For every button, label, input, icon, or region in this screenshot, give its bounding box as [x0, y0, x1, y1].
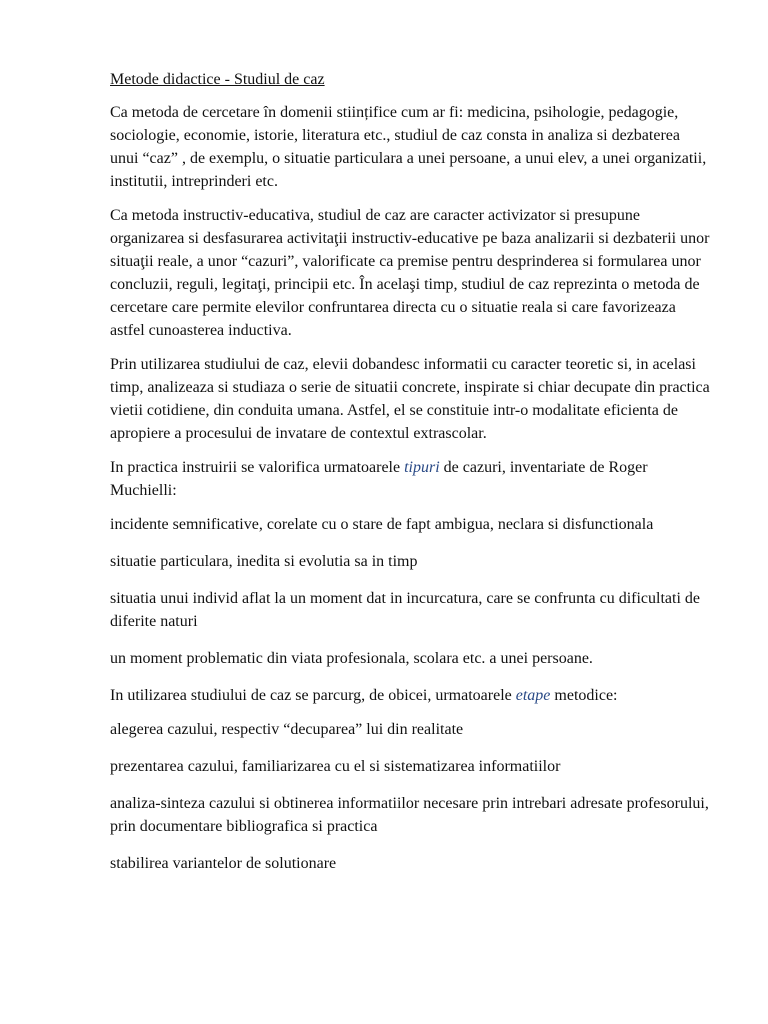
- list-item-case-type: situatie particulara, inedita si evolutia sa in timp: [110, 553, 418, 570]
- paragraph-usage: Prin utilizarea studiului de caz, elevii dobandesc informatii cu caracter teoretic si, in acelasi timp, analizeaza si studiaza o serie de situatii concrete, inspirate si chiar decupate din practica vietii cotidiene, din conduita umana. Astfel, el se constituie intr-o modalitate eficienta de apropiere a procesului de invatare de contextul extrascolar.: [110, 356, 710, 442]
- list-item-stage: stabilirea variantelor de solutionare: [110, 855, 337, 872]
- list-item-stage: prezentarea cazului, familiarizarea cu el si sistematizarea informatiilor: [110, 758, 561, 775]
- list-item-case-type: incidente semnificative, corelate cu o stare de fapt ambigua, neclara si disfunctionala: [110, 516, 654, 533]
- list-item-case-type: situatia unui individ aflat la un moment dat in incurcatura, care se confrunta cu dificultati de diferite naturi: [110, 590, 701, 630]
- text-segment: In utilizarea studiului de caz se parcurg, de obicei, urmatoarele: [110, 687, 516, 704]
- text-segment: In practica instruirii se valorifica urmatoarele: [110, 459, 405, 476]
- paragraph-stages-intro: [110, 684, 710, 707]
- paragraph-case-types-intro: [110, 456, 710, 502]
- document-title: Metode didactice - Studiul de caz: [110, 71, 325, 88]
- emphasis-etape: etape: [515, 687, 551, 704]
- text-segment: de cazuri, inventariate de Roger Muchielli:: [110, 459, 648, 499]
- emphasis-tipuri: tipuri: [404, 459, 440, 476]
- document-page: [110, 68, 710, 889]
- list-item-case-type: un moment problematic din viata profesionala, scolara etc. a unei persoane.: [110, 650, 593, 667]
- text-segment: metodice:: [550, 687, 618, 704]
- paragraph-research-method: Ca metoda de cercetare în domenii stiințifice cum ar fi: medicina, psihologie, pedagogie, sociologie, economie, istorie, literatura etc., studiul de caz consta in analiza si dezbaterea unui “caz” , de exemplu, o situatie particulara a unei persoane, a unui elev, a unei organizatii, institutii, intreprinderi etc.: [110, 104, 707, 190]
- paragraph-instructive-method: Ca metoda instructiv-educativa, studiul de caz are caracter activizator si presupune organizarea si desfasurarea activitaţii instructiv-educative pe baza analizarii si dezbaterii unor situaţii reale, a unor “cazuri”, valorificate ca premise pentru desprinderea si formularea unor concluzii, reguli, legitaţi, principii etc. În acelaşi timp, studiul de caz reprezinta o metoda de cercetare care permite elevilor confruntarea directa cu o situatie reala si care favorizeaza astfel cunoasterea inductiva.: [110, 207, 710, 339]
- list-item-stage: analiza-sinteza cazului si obtinerea informatiilor necesare prin intrebari adresate profesorului, prin documentare bibliografica si practica: [110, 795, 709, 835]
- list-item-stage: alegerea cazului, respectiv “decuparea” lui din realitate: [110, 721, 464, 738]
